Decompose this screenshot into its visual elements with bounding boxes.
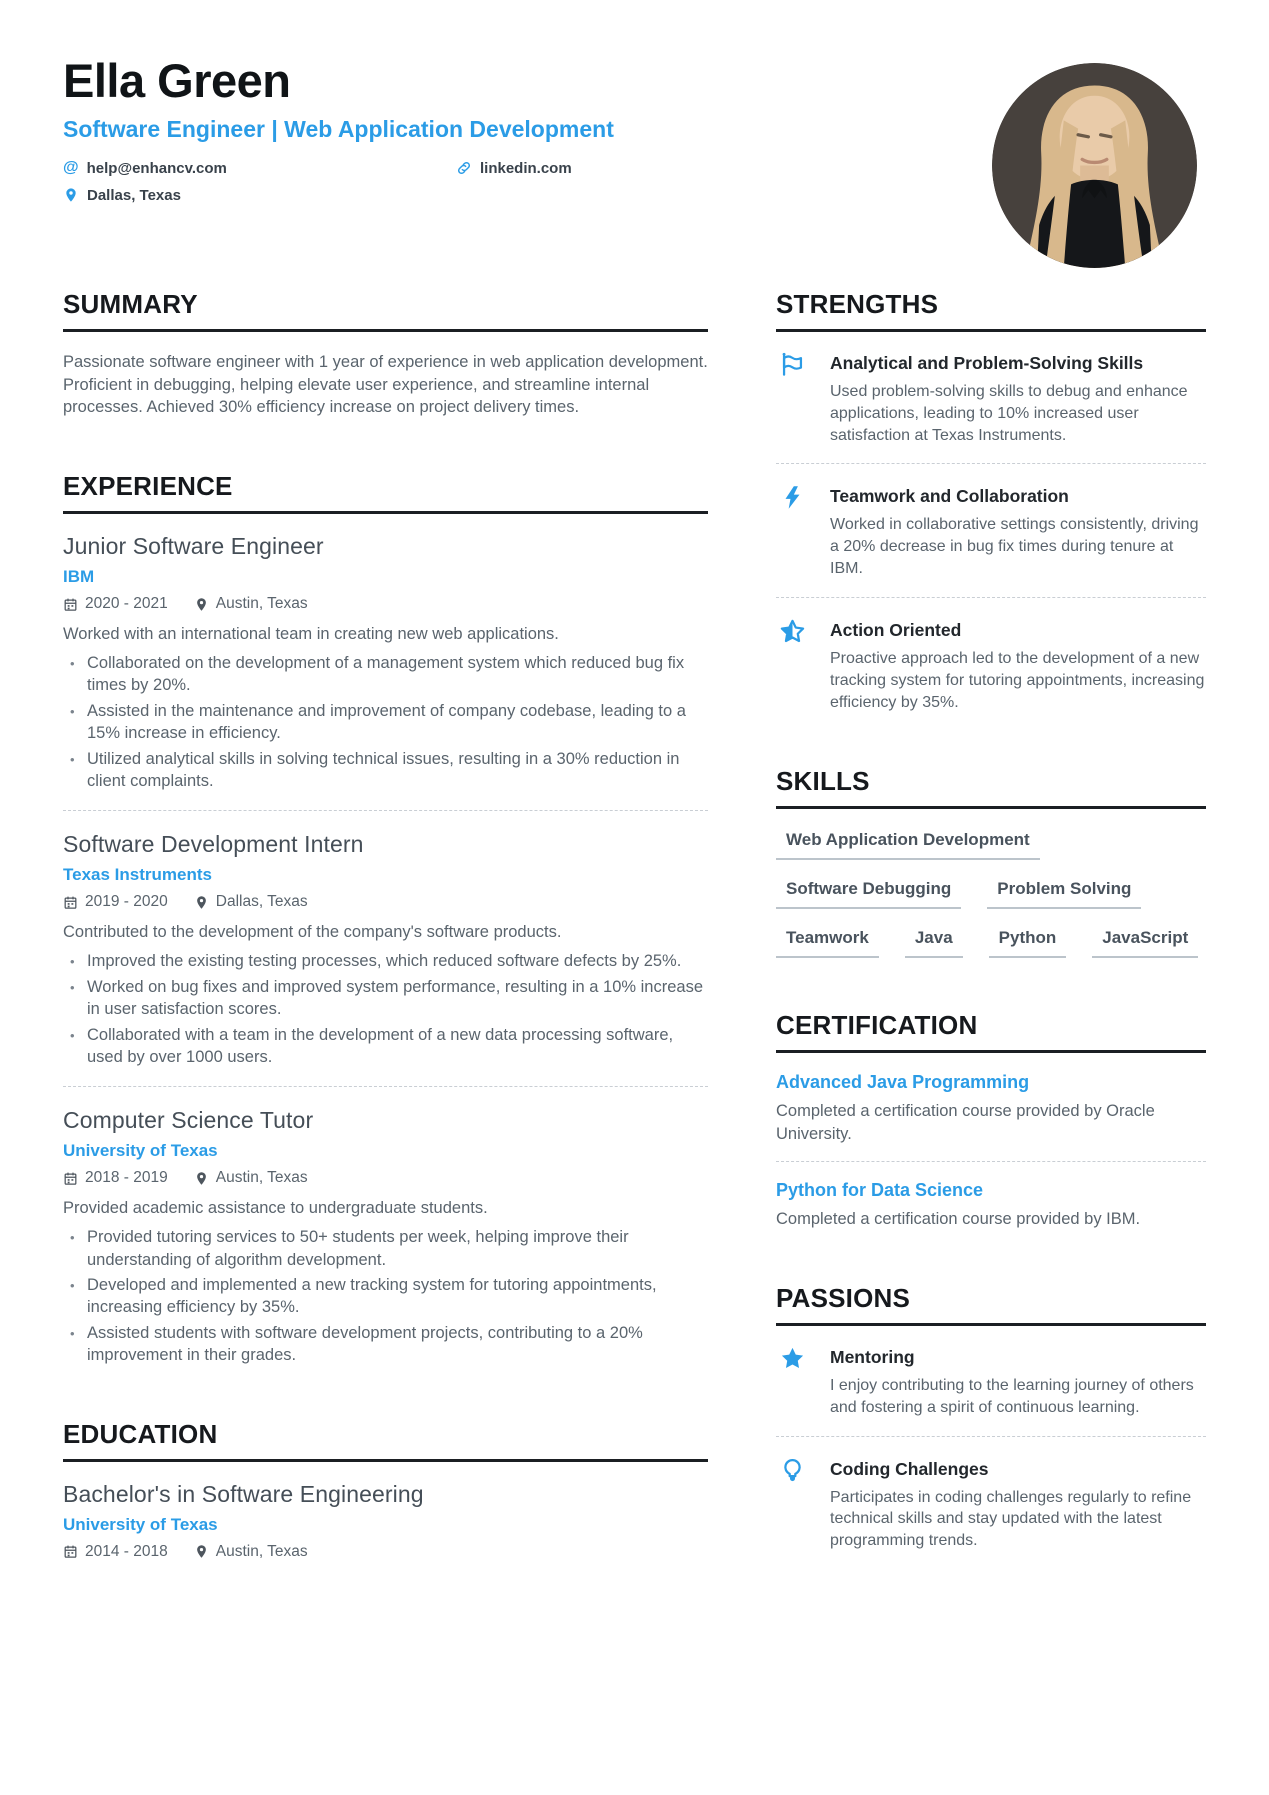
job-bullets	[63, 950, 708, 1068]
contact-link[interactable]	[456, 155, 683, 182]
contact-email[interactable]	[63, 155, 456, 182]
skill-tag: Web Application Development	[776, 830, 1040, 860]
left-column	[63, 289, 708, 1561]
job-title: Software Development Intern	[63, 831, 364, 858]
job-bullet: • Collaborated on the development of a management system which reduced bug fix times by 20%.	[63, 652, 708, 697]
job-bullet: • Developed and implemented a new tracking system for tutoring appointments, increasing efficiency by 35%.	[63, 1274, 708, 1319]
job-bullet: • Worked on bug fixes and improved system performance, resulting in a 10% increase in user satisfaction scores.	[63, 976, 708, 1021]
strength-item	[776, 597, 1206, 714]
certification-entry	[776, 1072, 1206, 1145]
experience-heading: EXPERIENCE	[63, 471, 708, 514]
skill-tag: Java	[905, 928, 963, 958]
job-bullet: • Assisted in the maintenance and improvement of company codebase, leading to a 15% increase in efficiency.	[63, 700, 708, 745]
skills-list	[776, 828, 1206, 958]
certification-text: Completed a certification course provided by Oracle University.	[776, 1101, 1155, 1143]
education-location: Austin, Texas	[215, 1542, 308, 1560]
skills-section	[776, 766, 1206, 958]
job-bullets	[63, 652, 708, 793]
pin-icon	[194, 1544, 209, 1559]
experience-section	[63, 471, 708, 1367]
content-columns	[63, 289, 1206, 1561]
strengths-heading: STRENGTHS	[776, 289, 1206, 332]
job-location: Austin, Texas	[215, 595, 308, 613]
school-name[interactable]: University of Texas	[63, 1514, 218, 1534]
summary-text: Passionate software engineer with 1 year of experience in web application development. Proficient in debugging, helping elevate user experience, and streamline internal processes. Achieved 30% efficiency increase on project delivery times.	[63, 352, 708, 417]
job-location: Austin, Texas	[215, 1169, 308, 1187]
job-bullet: • Assisted students with software development projects, contributing to a 20% improvement in their grades.	[63, 1322, 708, 1367]
contact-link-text: linkedin.com	[480, 159, 572, 177]
pin-icon	[194, 1171, 209, 1186]
pin-icon	[194, 895, 209, 910]
passion-item	[776, 1436, 1206, 1553]
job-description: Contributed to the development of the company's software products.	[63, 923, 562, 942]
certification-title[interactable]: Python for Data Science	[776, 1180, 984, 1201]
strength-text: Proactive approach led to the development of a new tracking system for tutoring appointments, increasing efficiency by 35%.	[830, 650, 1205, 711]
pin-icon	[63, 187, 79, 203]
job-location: Dallas, Texas	[215, 893, 308, 911]
strength-item	[776, 463, 1206, 580]
portrait-illustration	[992, 63, 1197, 268]
strength-title: Analytical and Problem-Solving Skills	[830, 352, 1144, 373]
calendar-icon	[63, 1171, 78, 1186]
passion-text: I enjoy contributing to the learning journey of others and fostering a spirit of continuous learning.	[830, 1376, 1194, 1416]
degree-title: Bachelor's in Software Engineering	[63, 1480, 424, 1507]
contact-location-text: Dallas, Texas	[87, 186, 181, 204]
passions-heading: PASSIONS	[776, 1283, 1206, 1326]
job-bullet: • Utilized analytical skills in solving technical issues, resulting in a 30% reduction in client complaints.	[63, 748, 708, 793]
calendar-icon	[63, 597, 78, 612]
contact-location	[63, 182, 683, 209]
strengths-section	[776, 289, 1206, 714]
strength-text: Worked in collaborative settings consistently, driving a 20% decrease in bug fix times during tenure at IBM.	[830, 516, 1199, 578]
job-description: Provided academic assistance to undergraduate students.	[63, 1199, 488, 1218]
job-meta	[63, 595, 708, 613]
experience-entry	[63, 1086, 708, 1366]
star-half-icon	[776, 618, 830, 714]
candidate-name: Ella Green	[63, 54, 291, 107]
lightning-icon	[776, 484, 830, 580]
contact-email-text: help@enhancv.com	[86, 159, 227, 177]
certification-entry	[776, 1161, 1206, 1231]
flag-icon	[776, 351, 830, 447]
contact-row	[63, 155, 683, 209]
skill-tag: Teamwork	[776, 928, 879, 958]
strength-item	[776, 351, 1206, 447]
profile-photo	[992, 63, 1197, 268]
job-bullet: • Improved the existing testing processes, which reduced software defects by 25%.	[63, 950, 708, 972]
strength-title: Action Oriented	[830, 620, 962, 641]
job-description: Worked with an international team in creating new web applications.	[63, 625, 559, 644]
skills-heading: SKILLS	[776, 766, 1206, 809]
at-icon: @	[63, 159, 79, 177]
calendar-icon	[63, 1544, 78, 1559]
certification-section	[776, 1010, 1206, 1231]
job-dates: 2019 - 2020	[85, 893, 168, 911]
skill-tag: JavaScript	[1092, 928, 1198, 958]
passion-item	[776, 1345, 1206, 1419]
pin-icon	[194, 597, 209, 612]
job-bullet: • Provided tutoring services to 50+ students per week, helping improve their understanding of algorithm development.	[63, 1226, 708, 1271]
passion-title: Mentoring	[830, 1346, 915, 1367]
company-name[interactable]: IBM	[63, 567, 95, 587]
passion-text: Participates in coding challenges regularly to refine technical skills and stay updated with the latest programming trends.	[830, 1488, 1192, 1550]
strength-text: Used problem-solving skills to debug and enhance applications, leading to 10% increased user satisfaction at Texas Instruments.	[830, 382, 1188, 444]
experience-list	[63, 533, 708, 1367]
passions-section	[776, 1283, 1206, 1553]
job-bullets	[63, 1226, 708, 1367]
skill-tag: Software Debugging	[776, 879, 961, 909]
strengths-list	[776, 351, 1206, 714]
passions-list	[776, 1345, 1206, 1553]
job-bullet: • Collaborated with a team in the development of a new data processing software, used by over 1000 users.	[63, 1024, 708, 1069]
job-dates: 2020 - 2021	[85, 595, 168, 613]
resume-header	[63, 56, 1206, 209]
certification-title[interactable]: Advanced Java Programming	[776, 1071, 1030, 1092]
education-meta	[63, 1543, 708, 1561]
summary-heading: SUMMARY	[63, 289, 708, 332]
right-column	[776, 289, 1206, 1561]
summary-section	[63, 289, 708, 419]
experience-entry	[63, 533, 708, 792]
passion-title: Coding Challenges	[830, 1458, 989, 1479]
company-name[interactable]: University of Texas	[63, 1141, 218, 1161]
certification-text: Completed a certification course provided by IBM.	[776, 1210, 1141, 1229]
certification-list	[776, 1072, 1206, 1231]
job-title: Junior Software Engineer	[63, 533, 324, 560]
education-heading: EDUCATION	[63, 1419, 708, 1462]
lightbulb-icon	[776, 1457, 830, 1553]
strength-title: Teamwork and Collaboration	[830, 486, 1069, 507]
certification-heading: CERTIFICATION	[776, 1010, 1206, 1053]
link-icon	[456, 160, 472, 176]
calendar-icon	[63, 895, 78, 910]
company-name[interactable]: Texas Instruments	[63, 865, 212, 885]
job-meta	[63, 1169, 708, 1187]
job-dates: 2018 - 2019	[85, 1169, 168, 1187]
experience-entry	[63, 810, 708, 1068]
education-section	[63, 1419, 708, 1561]
job-meta	[63, 893, 708, 911]
star-icon	[776, 1345, 830, 1419]
education-dates: 2014 - 2018	[85, 1542, 168, 1560]
skill-tag: Python	[989, 928, 1067, 958]
job-title: Computer Science Tutor	[63, 1107, 314, 1134]
skill-tag: Problem Solving	[987, 879, 1141, 909]
candidate-headline: Software Engineer | Web Application Development	[63, 115, 614, 142]
